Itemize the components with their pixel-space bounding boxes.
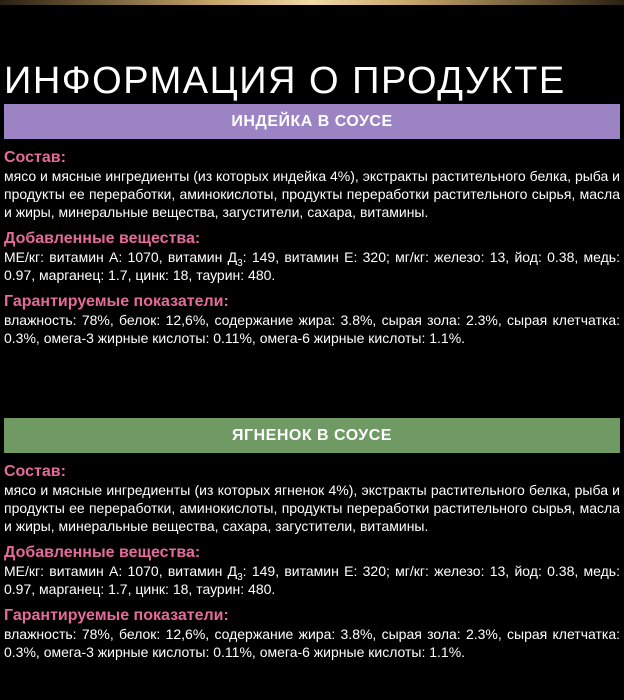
additives-heading: Добавленные вещества: [4,544,201,561]
product-section-lamb [4,418,620,669]
section-banner: ИНДЕЙКА В СОУСЕ [4,104,620,139]
page-title: ИНФОРМАЦИЯ О ПРОДУКТЕ [4,60,566,103]
additives-text [4,562,620,598]
product-section-turkey [4,104,620,355]
additives-text-subscript: 3 [237,571,243,583]
additives-text [4,248,620,284]
guaranteed-text: влажность: 78%, белок: 12,6%, содержание жира: 3.8%, сырая зола: 2.3%, сырая клетчатка: 0.3%, омега-3 жирные кислоты: 0.11%, омега-6 жирные кислоты: 1.1%. [4,312,620,346]
guaranteed-heading: Гарантируемые показатели: [4,293,229,310]
additives-text-suffix: : 149, витамин Е: 320; мг/кг: железо: 13, йод: 0.38, медь: 0.97, марганец: 1.7, цинк: 18, таурин: 480. [4,249,620,283]
additives-text-subscript: 3 [237,257,243,269]
composition-text: мясо и мясные ингредиенты (из которых ягненок 4%), экстракты растительного белка, рыба и продукты ее переработки, аминокислоты, продукты переработки растительного сырья, масла и жиры, минеральные вещества, сахара, загустители, витамины. [4,482,620,534]
additives-text-prefix: МЕ/кг: витамин А: 1070, витамин Д [4,563,238,579]
additives-text-prefix: МЕ/кг: витамин А: 1070, витамин Д [4,249,238,265]
composition-heading: Состав: [4,149,66,166]
additives-text-suffix: : 149, витамин Е: 320; мг/кг: железо: 13, йод: 0.38, медь: 0.97, марганец: 1.7, цинк: 18, таурин: 480. [4,563,620,597]
gold-top-line [0,0,624,5]
additives-heading: Добавленные вещества: [4,230,201,247]
composition-heading: Состав: [4,463,66,480]
guaranteed-heading: Гарантируемые показатели: [4,607,229,624]
section-banner: ЯГНЕНОК В СОУСЕ [4,418,620,453]
guaranteed-text: влажность: 78%, белок: 12,6%, содержание жира: 3.8%, сырая зола: 2.3%, сырая клетчатка: 0.3%, омега-3 жирные кислоты: 0.11%, омега-6 жирные кислоты: 1.1%. [4,626,620,660]
composition-text: мясо и мясные ингредиенты (из которых индейка 4%), экстракты растительного белка, рыба и продукты ее переработки, аминокислоты, продукты переработки растительного сырья, масла и жиры, минеральные вещества, загустители, сахара, витамины. [4,168,620,220]
